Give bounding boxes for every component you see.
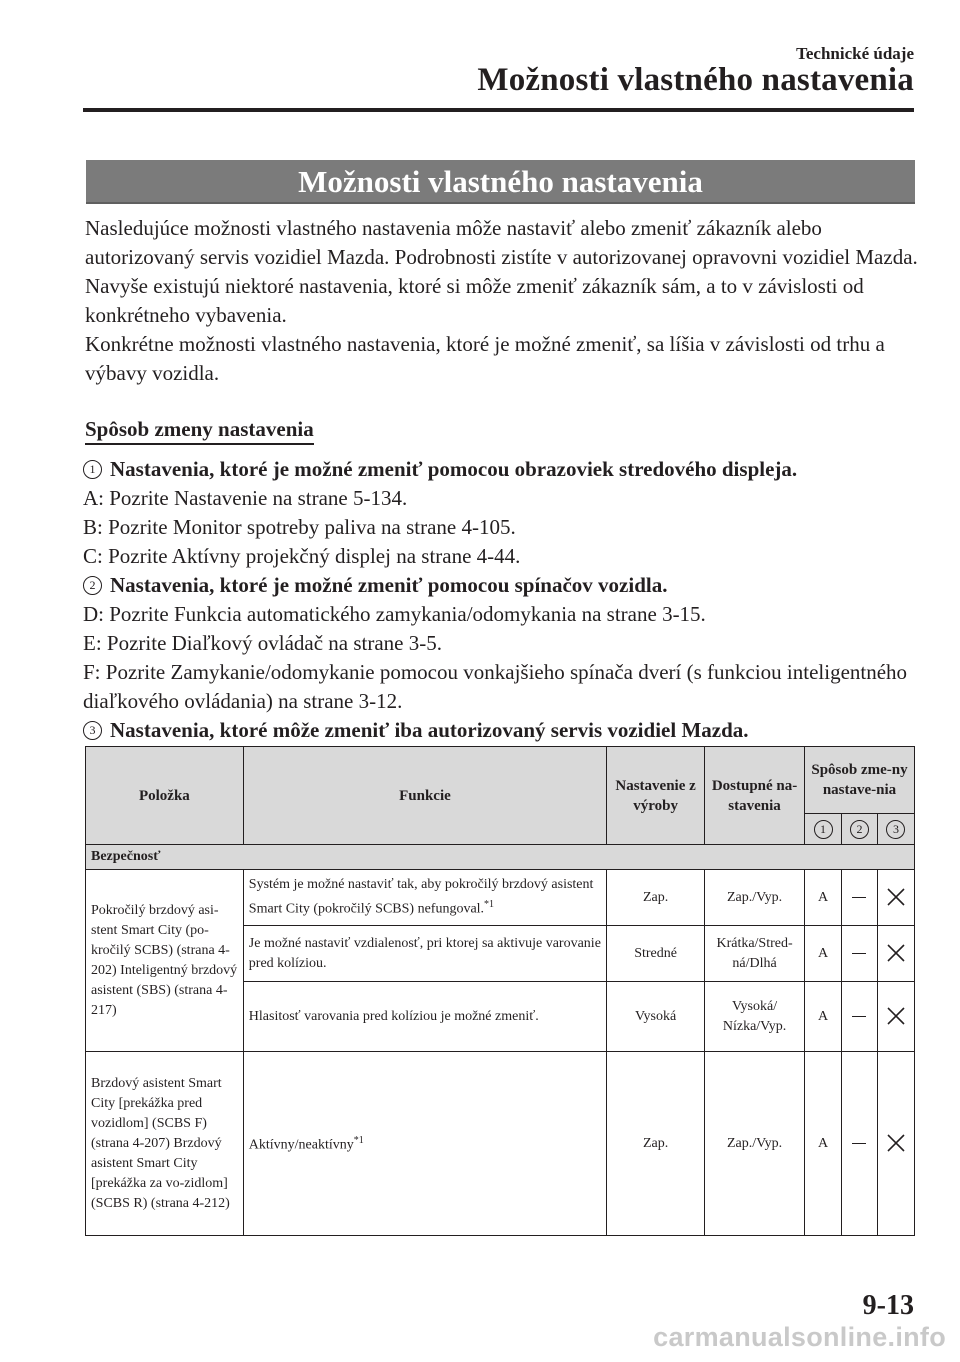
table-row bbox=[86, 1052, 915, 1236]
method-1-line-a: A: Pozrite Nastavenie na strane 5-134. bbox=[83, 486, 408, 510]
settings-table bbox=[85, 746, 915, 1236]
method-2-cell bbox=[842, 870, 878, 926]
method-2-title bbox=[83, 571, 933, 600]
col-header-factory: Nastavenie z výroby bbox=[607, 747, 705, 845]
method-2-line-f: F: Pozrite Zamykanie/odomykanie pomocou vonkajšieho spínača dverí (s funkciou inteligentného diaľkového ovládania) na strane 3-12. bbox=[83, 660, 908, 713]
footnote-mark: *1 bbox=[353, 1135, 364, 1147]
circled-number-3-icon: 3 bbox=[83, 721, 102, 740]
method-1-cell: A bbox=[805, 982, 842, 1052]
method-3-cell bbox=[877, 870, 914, 926]
function-cell bbox=[243, 1052, 606, 1236]
method-3-title bbox=[83, 716, 933, 745]
dash-icon bbox=[852, 1143, 866, 1145]
col-header-function: Funkcie bbox=[243, 747, 606, 845]
method-2-cell bbox=[842, 1052, 878, 1236]
method-1-cell: A bbox=[805, 870, 842, 926]
method-subheading: Spôsob zmeny nastavenia bbox=[85, 417, 314, 445]
intro-paragraph: Navyše existujú niektoré nastavenia, ktoré si môže zmeniť zákazník sám, a to v závislosti od konkrétneho vybavenia. bbox=[85, 274, 864, 327]
circled-number-1-icon: 1 bbox=[814, 820, 833, 839]
section-label: Bezpečnosť bbox=[86, 845, 915, 870]
function-text: Aktívny/neaktívny bbox=[248, 1137, 354, 1153]
col-header-method-2 bbox=[842, 814, 878, 845]
table-row bbox=[86, 870, 915, 926]
available-cell: Zap./Vyp. bbox=[705, 870, 805, 926]
factory-cell: Vysoká bbox=[607, 982, 705, 1052]
function-cell: Je možné nastaviť vzdialenosť, pri ktorej sa aktivuje varovanie pred kolíziou. bbox=[243, 926, 606, 982]
method-3-cell bbox=[877, 1052, 914, 1236]
intro-paragraph: Konkrétne možnosti vlastného nastavenia, ktoré je možné zmeniť, sa líšia v závislosti od trhu a výbavy vozidla. bbox=[85, 332, 885, 385]
method-1-line-c: C: Pozrite Aktívny projekčný displej na strane 4-44. bbox=[83, 544, 521, 568]
cross-icon bbox=[886, 1006, 906, 1026]
header-rule bbox=[83, 108, 914, 112]
available-cell: Zap./Vyp. bbox=[705, 1052, 805, 1236]
cross-icon bbox=[886, 1133, 906, 1153]
col-header-available: Dostupné na-stavenia bbox=[705, 747, 805, 845]
method-2-cell bbox=[842, 926, 878, 982]
method-1-cell: A bbox=[805, 926, 842, 982]
method-1-cell: A bbox=[805, 1052, 842, 1236]
circled-number-2-icon: 2 bbox=[850, 820, 869, 839]
footnote-mark: *1 bbox=[484, 899, 495, 911]
header-section-label: Technické údaje bbox=[796, 44, 914, 63]
table-section-row bbox=[86, 845, 915, 870]
method-1-line-b: B: Pozrite Monitor spotreby paliva na strane 4-105. bbox=[83, 515, 516, 539]
method-3-cell bbox=[877, 982, 914, 1052]
method-2-line-e: E: Pozrite Diaľkový ovládač na strane 3-5. bbox=[83, 631, 442, 655]
factory-cell: Zap. bbox=[607, 870, 705, 926]
function-cell bbox=[243, 870, 606, 926]
item-cell: Brzdový asistent Smart City [prekážka pred vozidlom] (SCBS F) (strana 4-207) Brzdový asistent Smart City [prekážka za vo-zidlom] (SCBS R) (strana 4-212) bbox=[86, 1052, 244, 1236]
method-1-title bbox=[83, 455, 933, 484]
header-title: Možnosti vlastného nastavenia bbox=[477, 62, 914, 98]
table-header-row bbox=[86, 747, 915, 814]
available-cell: Krátka/Stred-ná/Dlhá bbox=[705, 926, 805, 982]
col-header-method-1 bbox=[805, 814, 842, 845]
factory-cell: Zap. bbox=[607, 1052, 705, 1236]
circled-number-2-icon: 2 bbox=[83, 576, 102, 595]
watermark: carmanualsonline.info bbox=[653, 1322, 946, 1352]
available-cell: Vysoká/ Nízka/Vyp. bbox=[705, 982, 805, 1052]
method-1-title-text: Nastavenia, ktoré je možné zmeniť pomocou obrazoviek stredového displeja. bbox=[110, 457, 798, 481]
intro-paragraph: Nasledujúce možnosti vlastného nastavenia môže nastaviť alebo zmeniť zákazník alebo autorizovaný servis vozidiel Mazda. Podrobnosti zistíte v autorizovanej opravovni vozidiel Mazda. bbox=[85, 216, 918, 269]
dash-icon bbox=[852, 953, 866, 955]
col-header-item: Položka bbox=[86, 747, 244, 845]
method-2-cell bbox=[842, 982, 878, 1052]
method-2-title-text: Nastavenia, ktoré je možné zmeniť pomocou spínačov vozidla. bbox=[110, 573, 668, 597]
col-header-method: Spôsob zme-ny nastave-nia bbox=[805, 747, 915, 814]
page-number: 9-13 bbox=[862, 1290, 914, 1321]
circled-number-1-icon: 1 bbox=[83, 460, 102, 479]
cross-icon bbox=[886, 887, 906, 907]
col-header-method-3 bbox=[877, 814, 914, 845]
cross-icon bbox=[886, 943, 906, 963]
circled-number-3-icon: 3 bbox=[886, 820, 905, 839]
dash-icon bbox=[852, 897, 866, 899]
method-list bbox=[83, 455, 933, 745]
method-2-line-d: D: Pozrite Funkcia automatického zamykania/odomykania na strane 3-15. bbox=[83, 602, 706, 626]
section-banner: Možnosti vlastného nastavenia bbox=[86, 160, 915, 204]
factory-cell: Stredné bbox=[607, 926, 705, 982]
function-text: Systém je možné nastaviť tak, aby pokročilý brzdový asistent Smart City (pokročilý SCBS) nefungoval. bbox=[248, 877, 594, 917]
item-cell: Pokročilý brzdový asi-stent Smart City (po-kročilý SCBS) (strana 4-202) Inteligentný brzdový asistent (SBS) (strana 4-217) bbox=[86, 870, 244, 1052]
method-3-title-text: Nastavenia, ktoré môže zmeniť iba autorizovaný servis vozidiel Mazda. bbox=[110, 718, 749, 742]
method-3-cell bbox=[877, 926, 914, 982]
function-cell: Hlasitosť varovania pred kolíziou je možné zmeniť. bbox=[243, 982, 606, 1052]
intro-text bbox=[85, 214, 925, 388]
dash-icon bbox=[852, 1016, 866, 1018]
